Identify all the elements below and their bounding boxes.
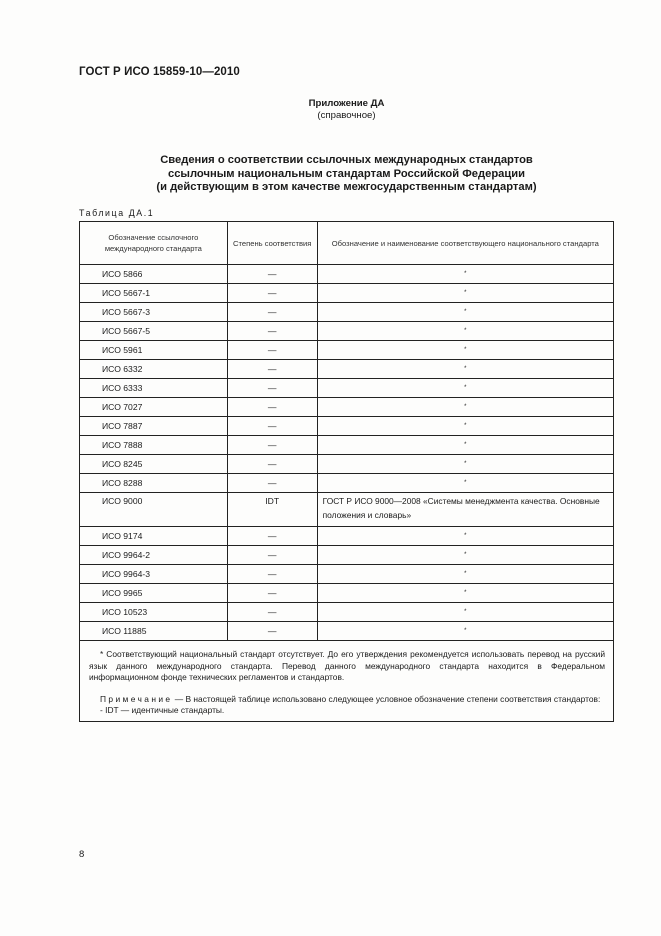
cell-national-standard: * xyxy=(317,379,613,398)
cell-degree: — xyxy=(227,603,317,622)
cell-degree: — xyxy=(227,622,317,641)
cell-national-standard: * xyxy=(317,341,613,360)
cell-international-standard: ИСО 5866 xyxy=(80,265,228,284)
note-label: Примечание xyxy=(100,693,173,704)
cell-international-standard: ИСО 7888 xyxy=(80,436,228,455)
table-row xyxy=(80,379,614,398)
annex-subtitle: (справочное) xyxy=(317,110,376,121)
cell-international-standard: ИСО 7027 xyxy=(80,398,228,417)
table-row xyxy=(80,603,614,622)
cell-national-standard: * xyxy=(317,417,613,436)
table-row xyxy=(80,493,614,527)
table-row xyxy=(80,360,614,379)
table-row xyxy=(80,303,614,322)
cell-degree: — xyxy=(227,341,317,360)
cell-degree: — xyxy=(227,265,317,284)
notes-cell xyxy=(80,641,614,722)
cell-international-standard: ИСО 8245 xyxy=(80,455,228,474)
table-caption: Таблица ДА.1 xyxy=(79,208,155,218)
table-row xyxy=(80,417,614,436)
correspondence-table xyxy=(79,221,614,722)
cell-international-standard: ИСО 5667-5 xyxy=(80,322,228,341)
cell-national-standard: * xyxy=(317,303,613,322)
cell-international-standard: ИСО 9000 xyxy=(80,493,228,527)
cell-degree: — xyxy=(227,584,317,603)
table-row xyxy=(80,527,614,546)
cell-national-standard: * xyxy=(317,322,613,341)
cell-national-standard: * xyxy=(317,360,613,379)
footnote: * Соответствующий национальный стандарт отсутствует. До его утверждения рекомендуется использовать перевод на русский язык данного международного стандарта. Перевод данного международного стандарта находится в Федеральном информационном фонде технических регламентов и стандартов. xyxy=(89,649,605,682)
section-title xyxy=(0,154,661,195)
cell-degree: — xyxy=(227,546,317,565)
title-line-3: (и действующим в этом качестве межгосударственным стандартам) xyxy=(156,181,537,193)
cell-international-standard: ИСО 7887 xyxy=(80,417,228,436)
cell-international-standard: ИСО 10523 xyxy=(80,603,228,622)
cell-international-standard: ИСО 6332 xyxy=(80,360,228,379)
cell-national-standard: * xyxy=(317,284,613,303)
cell-degree: — xyxy=(227,303,317,322)
cell-degree: — xyxy=(227,322,317,341)
cell-international-standard: ИСО 11885 xyxy=(80,622,228,641)
cell-degree: — xyxy=(227,436,317,455)
cell-international-standard: ИСО 9964-2 xyxy=(80,546,228,565)
cell-national-standard: * xyxy=(317,527,613,546)
table-row xyxy=(80,546,614,565)
cell-degree: — xyxy=(227,284,317,303)
cell-international-standard: ИСО 9965 xyxy=(80,584,228,603)
cell-degree: — xyxy=(227,417,317,436)
cell-national-standard: * xyxy=(317,265,613,284)
table-header-row xyxy=(80,222,614,265)
cell-degree: — xyxy=(227,379,317,398)
table-row xyxy=(80,284,614,303)
annex-heading xyxy=(0,98,661,122)
cell-international-standard: ИСО 5667-1 xyxy=(80,284,228,303)
header-international-standard: Обозначение ссылочного международного стандарта xyxy=(80,222,228,265)
cell-degree: — xyxy=(227,455,317,474)
cell-degree: — xyxy=(227,527,317,546)
annex-title: Приложение ДА xyxy=(308,98,385,109)
table-row xyxy=(80,622,614,641)
title-line-1: Сведения о соответствии ссылочных международных стандартов xyxy=(160,154,533,166)
cell-national-standard: ГОСТ Р ИСО 9000—2008 «Системы менеджмента качества. Основные положения и словарь» xyxy=(317,493,613,527)
cell-degree: — xyxy=(227,398,317,417)
table-row xyxy=(80,565,614,584)
table-row xyxy=(80,398,614,417)
note-text: — В настоящей таблице использовано следующее условное обозначение степени соответствия стандартов: xyxy=(172,693,601,704)
cell-degree: — xyxy=(227,360,317,379)
cell-international-standard: ИСО 6333 xyxy=(80,379,228,398)
notes-row xyxy=(80,641,614,722)
table-row xyxy=(80,584,614,603)
cell-international-standard: ИСО 8288 xyxy=(80,474,228,493)
cell-international-standard: ИСО 5667-3 xyxy=(80,303,228,322)
cell-degree: IDT xyxy=(227,493,317,527)
cell-national-standard: * xyxy=(317,398,613,417)
header-national-standard: Обозначение и наименование соответствующего национального стандарта xyxy=(317,222,613,265)
table-row xyxy=(80,436,614,455)
page-number: 8 xyxy=(79,849,85,860)
table-row xyxy=(80,455,614,474)
cell-degree: — xyxy=(227,565,317,584)
cell-national-standard: * xyxy=(317,436,613,455)
table-row xyxy=(80,265,614,284)
cell-international-standard: ИСО 5961 xyxy=(80,341,228,360)
cell-national-standard: * xyxy=(317,565,613,584)
cell-degree: — xyxy=(227,474,317,493)
cell-national-standard: * xyxy=(317,584,613,603)
header-degree: Степень соответствия xyxy=(227,222,317,265)
note-item: - IDT — идентичные стандарты. xyxy=(100,705,225,715)
table-row xyxy=(80,322,614,341)
cell-international-standard: ИСО 9174 xyxy=(80,527,228,546)
title-line-2: ссылочным национальным стандартам Российской Федерации xyxy=(167,167,526,180)
table-row xyxy=(80,474,614,493)
cell-national-standard: * xyxy=(317,455,613,474)
table-row xyxy=(80,341,614,360)
cell-national-standard: * xyxy=(317,603,613,622)
cell-international-standard: ИСО 9964-3 xyxy=(80,565,228,584)
cell-national-standard: * xyxy=(317,546,613,565)
note xyxy=(89,694,605,706)
cell-national-standard: * xyxy=(317,474,613,493)
document-code: ГОСТ Р ИСО 15859-10—2010 xyxy=(79,66,240,78)
cell-national-standard: * xyxy=(317,622,613,641)
